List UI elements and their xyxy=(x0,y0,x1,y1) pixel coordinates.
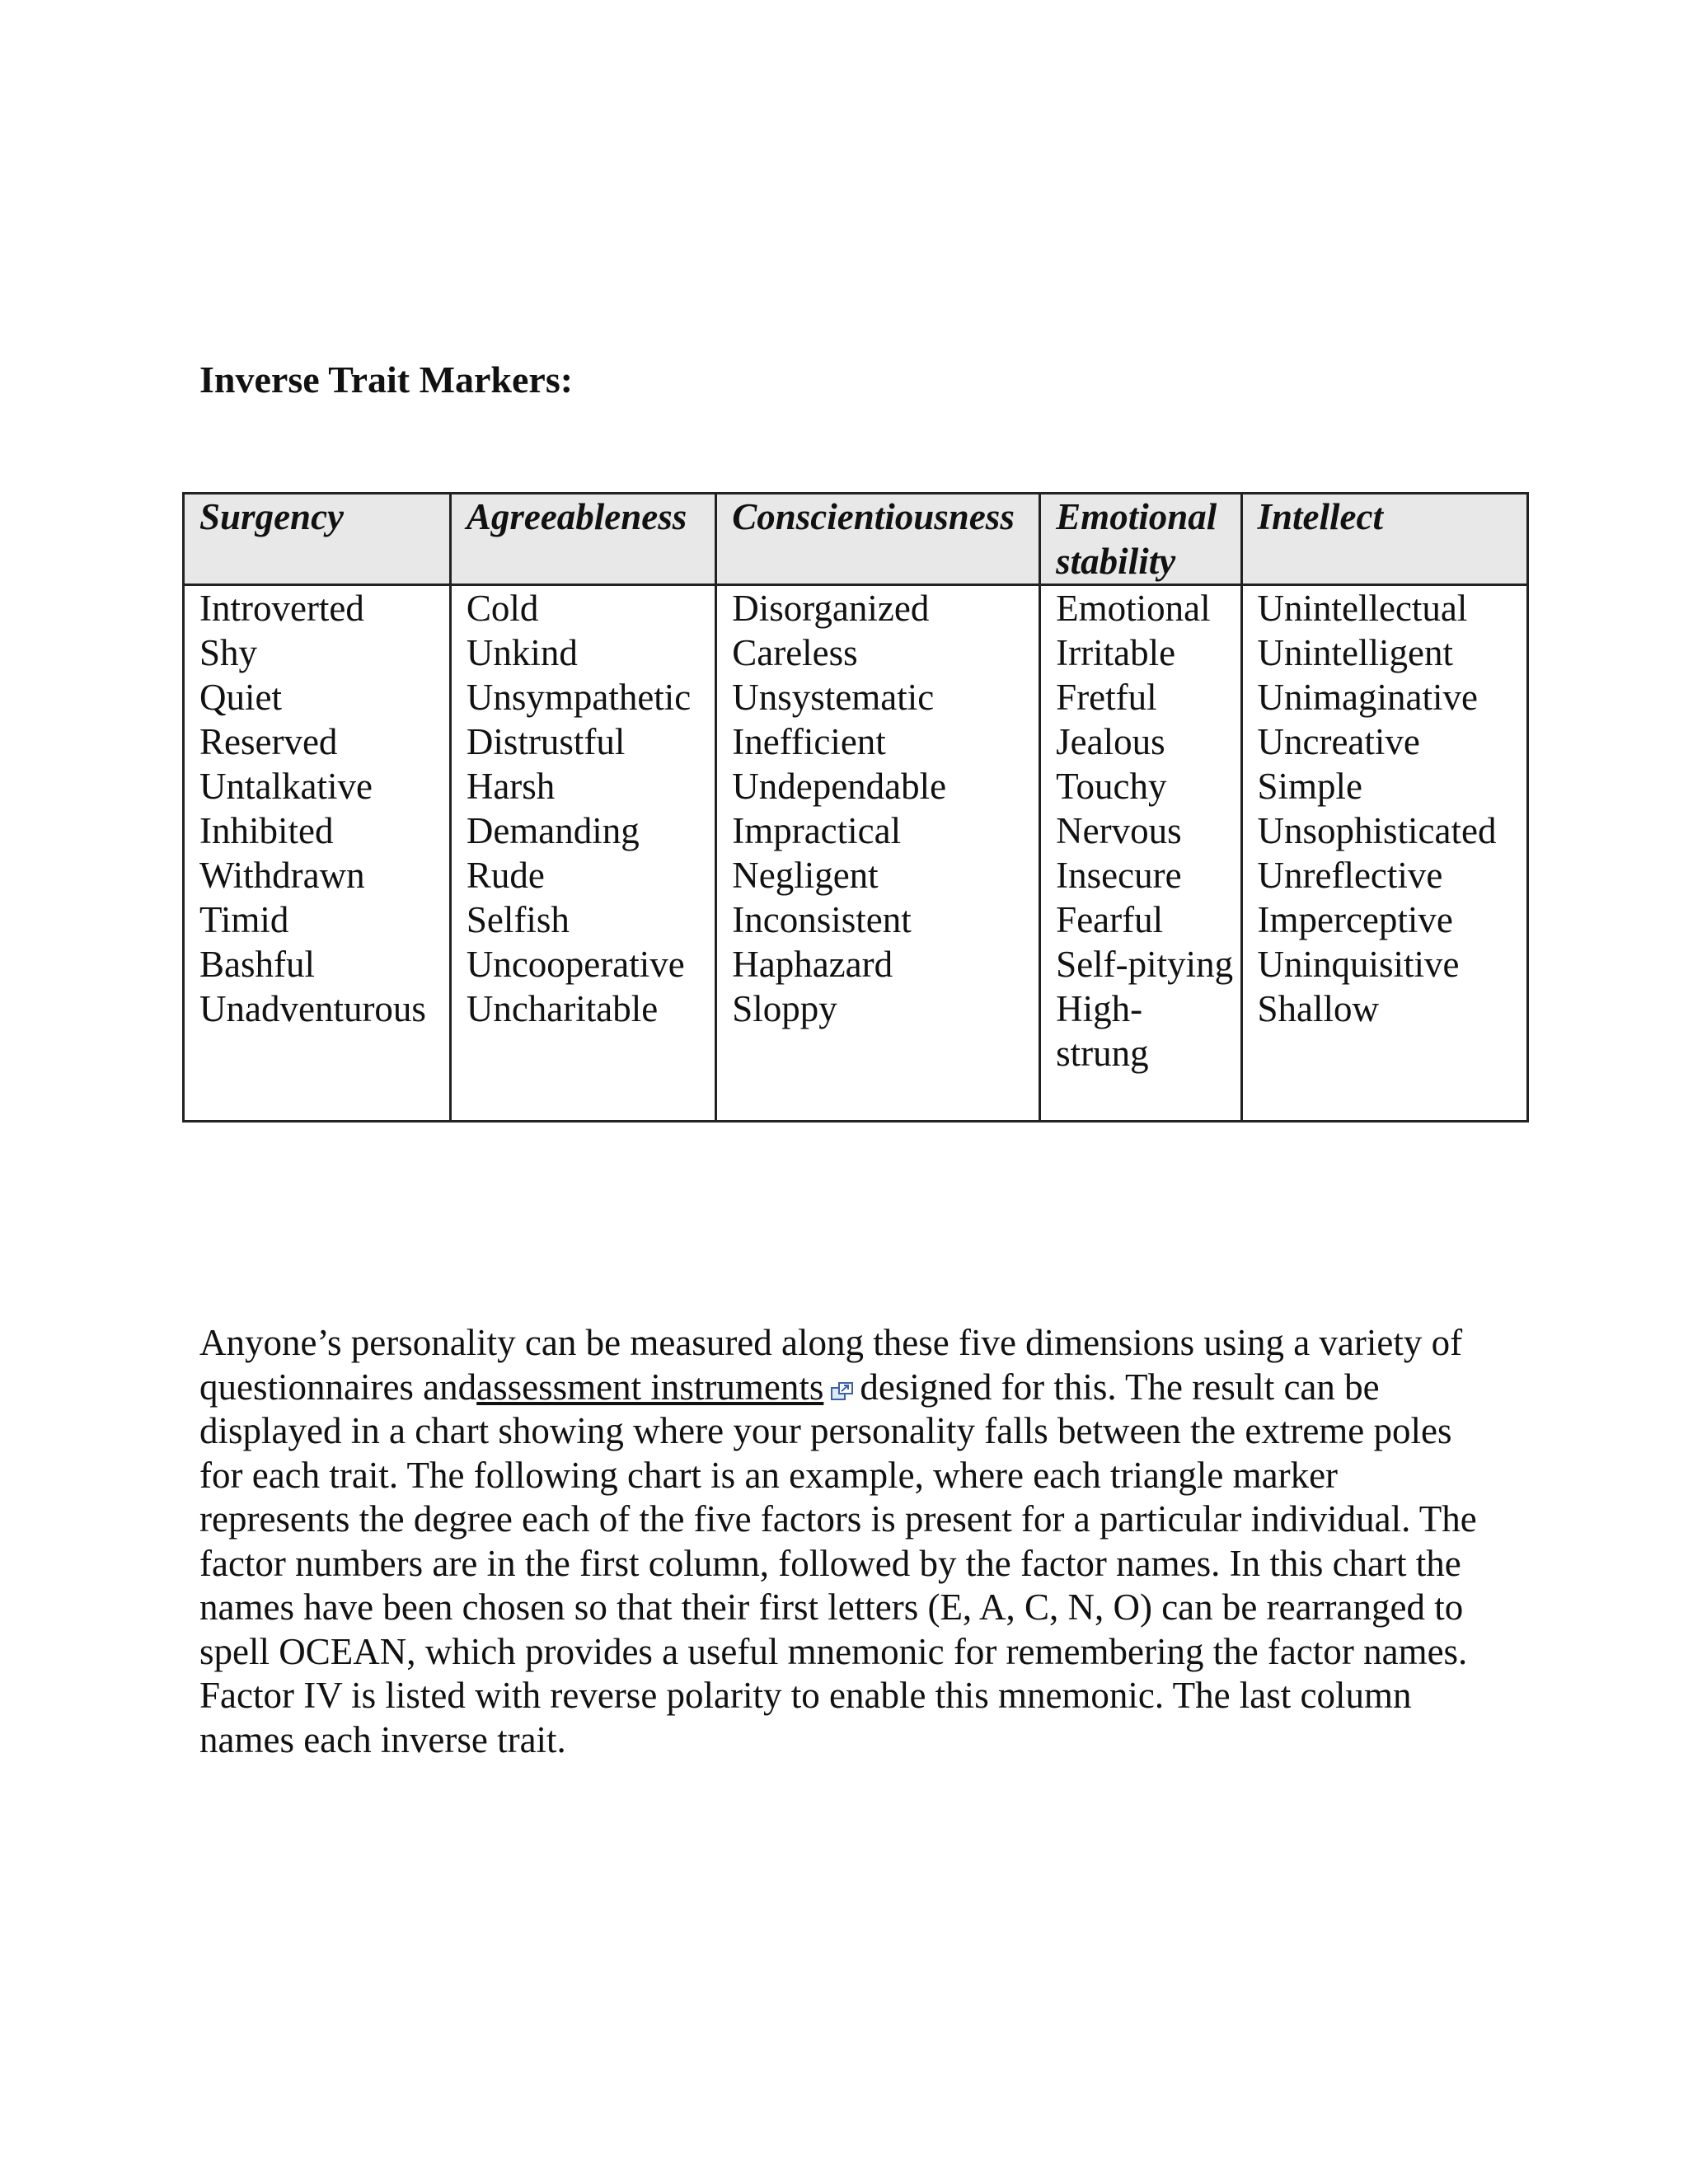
trait-word: Reserved xyxy=(199,721,338,762)
trait-word: Undependable xyxy=(732,766,947,807)
external-link-icon[interactable] xyxy=(830,1369,855,1390)
header-surgency: Surgency xyxy=(184,494,451,585)
trait-word: Unsympathetic xyxy=(466,677,692,718)
trait-word: Cold xyxy=(466,588,539,629)
trait-word: Distrustful xyxy=(466,721,626,762)
trait-word: High-strung xyxy=(1056,988,1149,1074)
trait-word: Inefficient xyxy=(732,721,886,762)
conscientiousness-cell xyxy=(716,585,1040,1122)
header-emotional-stability: Emotional stability xyxy=(1040,494,1241,585)
trait-word: Negligent xyxy=(732,855,879,896)
trait-word: Uninquisitive xyxy=(1257,944,1460,985)
trait-word: Quiet xyxy=(199,677,282,718)
intellect-cell xyxy=(1241,585,1528,1122)
trait-word: Careless xyxy=(732,632,858,673)
trait-word: Haphazard xyxy=(732,944,893,985)
trait-word: Simple xyxy=(1257,766,1363,807)
trait-word: Self-pitying xyxy=(1056,944,1234,985)
paragraph-text-end: designed for this. The result can be displayed in a chart showing where your personality falls between the extreme poles for each trait. The following chart is an example, where each triangle marker represents the degree each of the five factors is present for a particular individual. The factor numbers are in the first column, followed by the factor names. In this chart the names have been chosen so that their first letters (E, A, C, N, O) can be rearranged to spell OCEAN, which provides a useful mnemonic for remembering the factor names. Factor IV is listed with reverse polarity to enable this mnemonic. The last column names each inverse trait. xyxy=(199,1366,1477,1760)
header-intellect: Intellect xyxy=(1241,494,1528,585)
trait-word: Impractical xyxy=(732,810,902,851)
header-conscientiousness: Conscientiousness xyxy=(716,494,1040,585)
trait-word: Demanding xyxy=(466,810,640,851)
trait-word: Shy xyxy=(199,632,258,673)
trait-word: Selfish xyxy=(466,899,570,940)
trait-word: Uncooperative xyxy=(466,944,685,985)
table-row xyxy=(184,585,1528,1122)
surgency-cell xyxy=(184,585,451,1122)
trait-word: Shallow xyxy=(1257,988,1380,1029)
trait-word: Withdrawn xyxy=(199,855,365,896)
trait-word: Unintelligent xyxy=(1257,632,1453,673)
trait-word: Imperceptive xyxy=(1257,899,1453,940)
trait-word: Unadventurous xyxy=(199,988,426,1029)
trait-word: Fearful xyxy=(1056,899,1164,940)
section-heading: Inverse Trait Markers: xyxy=(199,359,574,401)
header-agreeableness: Agreeableness xyxy=(450,494,715,585)
trait-word: Inhibited xyxy=(199,810,334,851)
trait-word: Uncharitable xyxy=(466,988,659,1029)
trait-word: Irritable xyxy=(1056,632,1176,673)
trait-word: Jealous xyxy=(1056,721,1165,762)
paragraph-text-start: Anyone’s personality can be measured along these five dimensions using a variety of questionnaires and xyxy=(199,1322,1463,1408)
trait-word: Emotional xyxy=(1056,588,1211,629)
trait-word: Harsh xyxy=(466,766,556,807)
trait-word: Unreflective xyxy=(1257,855,1443,896)
trait-word: Nervous xyxy=(1056,810,1182,851)
trait-word: Unintellectual xyxy=(1257,588,1468,629)
body-paragraph xyxy=(199,1321,1485,1762)
emotional-stability-cell xyxy=(1040,585,1241,1122)
trait-word: Inconsistent xyxy=(732,899,912,940)
trait-word: Uncreative xyxy=(1257,721,1420,762)
assessment-instruments-link[interactable]: assessment instruments xyxy=(476,1366,824,1408)
trait-word: Rude xyxy=(466,855,545,896)
trait-word: Sloppy xyxy=(732,988,837,1029)
inverse-trait-table xyxy=(182,492,1529,1122)
agreeableness-cell xyxy=(450,585,715,1122)
trait-word: Untalkative xyxy=(199,766,373,807)
trait-word: Bashful xyxy=(199,944,315,985)
trait-word: Introverted xyxy=(199,588,364,629)
trait-word: Timid xyxy=(199,899,289,940)
trait-word: Fretful xyxy=(1056,677,1157,718)
trait-word: Unsystematic xyxy=(732,677,935,718)
table-header-row xyxy=(184,494,1528,585)
trait-word: Touchy xyxy=(1056,766,1167,807)
trait-word: Unkind xyxy=(466,632,578,673)
trait-word: Unsophisticated xyxy=(1257,810,1497,851)
trait-word: Disorganized xyxy=(732,588,930,629)
trait-word: Insecure xyxy=(1056,855,1182,896)
trait-word: Unimaginative xyxy=(1257,677,1478,718)
